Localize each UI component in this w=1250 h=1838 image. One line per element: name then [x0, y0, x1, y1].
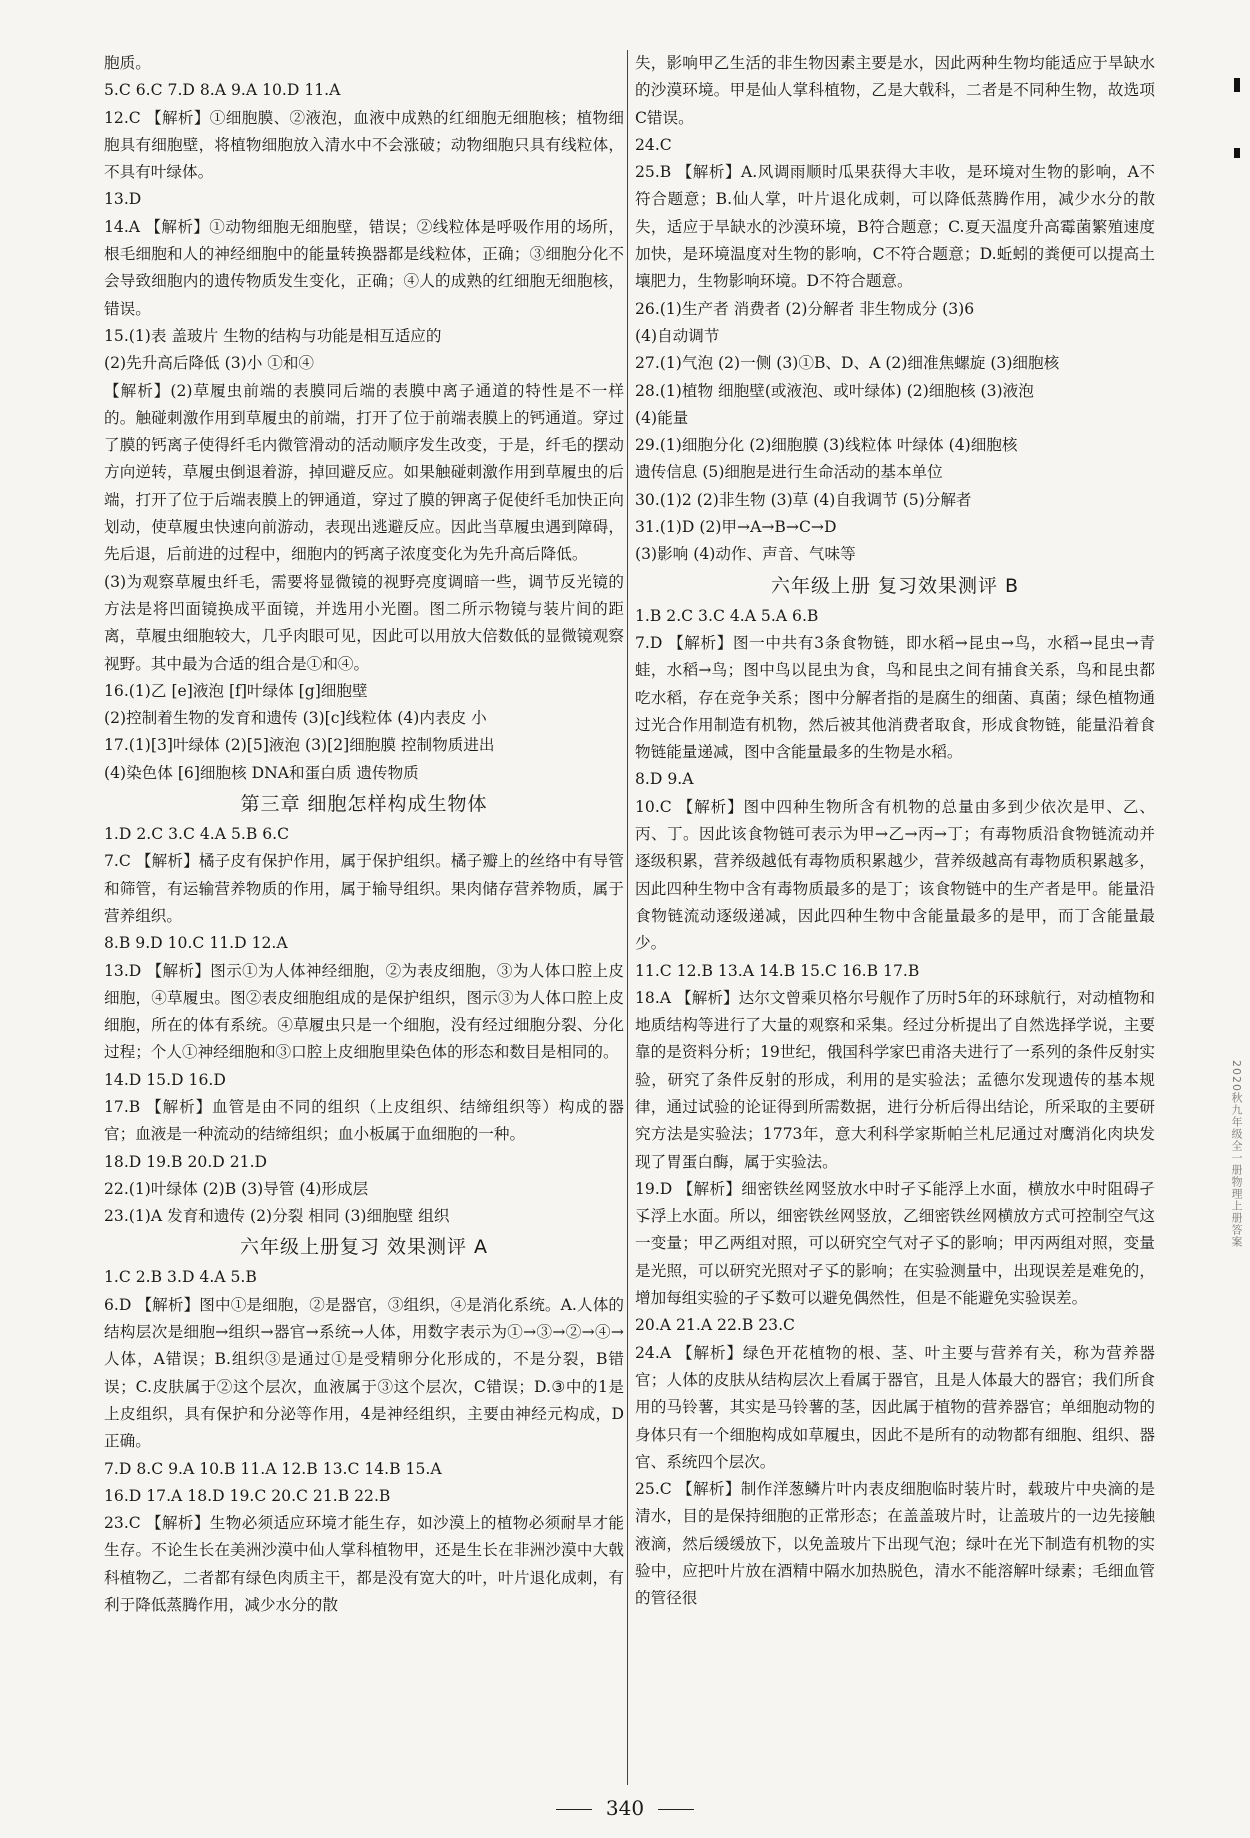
answer-entry: 29.(1)细胞分化 (2)细胞膜 (3)线粒体 叶绿体 (4)细胞核 — [635, 436, 1018, 455]
answer-entry: 14.A 【解析】①动物细胞无细胞壁，错误；②线粒体是呼吸作用的场所，根毛细胞和人的神经细胞中的能量转换器都是线粒体，正确；③细胞分化不会导致细胞内的遗传物质发生变化，正确；④人的成熟的红细胞无细胞核，错误。 — [104, 217, 624, 318]
answer-entry: (4)能量 — [635, 408, 689, 427]
answer-entry: 18.A 【解析】达尔文曾乘贝格尔号舰作了历时5年的环球航行，对动植物和地质结构等进行了大量的观察和采集。经过分析提出了自然选择学说，主要靠的是资料分析；19世纪，俄国科学家巴甫洛夫进行了一系列的条件反射实验，研究了条件反射的形成，利用的是实验法；孟德尔发现遗传的基本规律，通过试验的论证得到所需数据，进行分析后得出结论，所采取的主要研究方法是实验法；1773年，意大利科学家斯帕兰札尼通过对鹰消化肉块发现了胃蛋白酶，属于实验法。 — [635, 988, 1155, 1171]
answer-entry: 28.(1)植物 细胞壁(或液泡、或叶绿体) (2)细胞核 (3)液泡 — [635, 381, 1034, 400]
answer-entry: 13.D 【解析】图示①为人体神经细胞，②为表皮细胞，③为人体口腔上皮细胞，④草履虫。图②表皮细胞组成的是保护组织，图示③为人体口腔上皮细胞，所在的体有系统。④草履虫只是一个细胞，没有经过细胞分裂、分化过程；个人①神经细胞和③口腔上皮细胞里染色体的形态和数目是相同的。 — [104, 961, 624, 1062]
answer-entry: 7.D 【解析】图一中共有3条食物链，即水稻→昆虫→鸟，水稻→昆虫→青蛙，水稻→鸟；图中鸟以昆虫为食，鸟和昆虫之间有捕食关系，鸟和昆虫都吃水稻，存在竞争关系；图中分解者指的是腐生的细菌、真菌；绿色植物通过光合作用制造有机物，然后被其他消费者取食，形成食物链，能量沿着食物链能量递减，图中含能量最多的生物是水稻。 — [635, 633, 1155, 762]
answer-entry: 25.B 【解析】A.风调雨顺时瓜果获得大丰收，是环境对生物的影响，A不符合题意；B.仙人掌，叶片退化成刺，可以降低蒸腾作用，减少水分的散失，适应于旱缺水的沙漠环境，B符合题意；C.夏天温度升高霉菌繁殖速度加快，是环境温度对生物的影响，C不符合题意；D.蚯蚓的粪便可以提高土壤肥力，生物影响环境。D不符合题意。 — [635, 163, 1155, 291]
footer-dash-left — [556, 1809, 592, 1810]
edge-mark-mid — [1234, 148, 1240, 158]
section-heading: 六年级上册 复习效果测评 B — [770, 574, 1020, 597]
answer-entry: 25.C 【解析】制作洋葱鳞片叶内表皮细胞临时装片时，载玻片中央滴的是清水，目的是保持细胞的正常形态；在盖盖玻片时，让盖玻片的一边先接触液滴，然后缓缓放下，以免盖玻片下出现气泡；绿叶在光下制造有机物的实验中，应把叶片放在酒精中隔水加热脱色，清水不能溶解叶绿素；毛细血管的管径很 — [635, 1480, 1155, 1608]
page-footer — [0, 1796, 1250, 1820]
answer-entry: 8.D 9.A — [635, 770, 694, 789]
page-number: 340 — [605, 1796, 645, 1820]
answer-entry: 1.C 2.B 3.D 4.A 5.B — [104, 1268, 257, 1287]
answer-entry: (3)为观察草履虫纤毛，需要将显微镜的视野亮度调暗一些，调节反光镜的方法是将凹面镜换成平面镜，并选用小光圈。图二所示物镜与装片间的距离，草履虫细胞较大，几乎肉眼可见，因此可以用放大倍数低的显微镜观察视野。其中最为合适的组合是①和④。 — [104, 572, 624, 673]
answer-entry: 23.C 【解析】生物必须适应环境才能生存，如沙漠上的植物必须耐旱才能生存。不论生长在美洲沙漠中仙人掌科植物甲，还是生长在非洲沙漠中大戟科植物乙，二者都有绿色肉质主干，都是没有宽大的叶，叶片退化成刺，有利于降低蒸腾作用，减少水分的散 — [104, 1514, 624, 1615]
answer-entry: (2)先升高后降低 (3)小 ①和④ — [104, 354, 315, 373]
answer-entry: 31.(1)D (2)甲→A→B→C→D — [635, 518, 837, 537]
answer-entry: 1.D 2.C 3.C 4.A 5.B 6.C — [104, 825, 290, 844]
answer-entry: 胞质。 — [104, 54, 151, 72]
answer-entry: 23.(1)A 发育和遗传 (2)分裂 相同 (3)细胞壁 组织 — [104, 1207, 450, 1226]
answer-entry: 16.(1)乙 [e]液泡 [f]叶绿体 [g]细胞壁 — [104, 681, 368, 700]
footer-dash-right — [658, 1809, 694, 1810]
answer-entry: 24.A 【解析】绿色开花植物的根、茎、叶主要与营养有关，称为营养器官；人体的皮肤从结构层次上看属于器官，且是人体最大的器官；我们所食用的马铃薯，其实是马铃薯的茎，因此属于植物的营养器官；单细胞动物的身体只有一个细胞构成如草履虫，因此不是所有的动物都有细胞、组织、器官、系统四个层次。 — [635, 1343, 1155, 1471]
answer-entry: 17.(1)[3]叶绿体 (2)[5]液泡 (3)[2]细胞膜 控制物质进出 — [104, 736, 495, 755]
answer-entry: 【解析】(2)草履虫前端的表膜同后端的表膜中离子通道的特性是不一样的。触碰刺激作用到草履虫的前端，打开了位于前端表膜上的钙通道。穿过了膜的钙离子使得纤毛内微管滑动的活动顺序发生改变，于是，纤毛的摆动方向逆转，草履虫倒退着游，掉回避反应。如果触碰刺激作用到草履虫的后端，打开了位于后端表膜上的钾通道，穿过了膜的钾离子促使纤毛加快正向划动，使草履虫快速向前游动，表现出逃避反应。因此当草履虫遇到障碍，先后退，后前进的过程中，细胞内的钙离子浓度变化为先升高后降低。 — [104, 381, 624, 564]
answer-entry: 6.D 【解析】图中①是细胞，②是器官，③组织，④是消化系统。A.人体的结构层次是细胞→组织→器官→系统→人体，用数字表示为①→③→②→④→人体，A错误；B.组织③是通过①是受精卵分化形成的，不是分裂，B错误；C.皮肤属于②这个层次，血液属于③这个层次，C错误；D.③中的1是上皮组织，具有保护和分泌等作用，4是神经组织，主要由神经元构成，D正确。 — [104, 1295, 624, 1451]
answer-entry: (4)自动调节 — [635, 326, 720, 345]
section-heading: 六年级上册复习 效果测评 A — [239, 1236, 489, 1259]
answer-entry: (4)染色体 [6]细胞核 DNA和蛋白质 遗传物质 — [104, 763, 419, 782]
side-note: 2020秋九年级全一册物理上册答案 — [1230, 1060, 1243, 1248]
column-divider — [627, 50, 628, 1785]
answer-entry: 14.D 15.D 16.D — [104, 1070, 226, 1089]
answer-entry: 20.A 21.A 22.B 23.C — [635, 1316, 795, 1335]
answer-entry: 7.C 【解析】橘子皮有保护作用，属于保护组织。橘子瓣上的丝络中有导管和筛管，有运输营养物质的作用，属于输导组织。果肉储存营养物质，属于营养组织。 — [104, 852, 624, 925]
answer-entry: 12.C 【解析】①细胞膜、②液泡，血液中成熟的红细胞无细胞核；植物细胞具有细胞壁，将植物细胞放入清水中不会涨破；动物细胞只具有线粒体，不具有叶绿体。 — [104, 108, 624, 182]
answer-entry: 失，影响甲乙生活的非生物因素主要是水，因此两种生物均能适应于旱缺水的沙漠环境。甲是仙人掌科植物，乙是大戟科，二者是不同种生物，故选项C错误。 — [635, 54, 1155, 127]
answer-entry: 16.D 17.A 18.D 19.C 20.C 21.B 22.B — [104, 1486, 391, 1505]
answer-entry: 5.C 6.C 7.D 8.A 9.A 10.D 11.A — [104, 81, 341, 100]
edge-mark-top — [1234, 78, 1240, 92]
answer-entry: 17.B 【解析】血管是由不同的组织（上皮组织、结缔组织等）构成的器官；血液是一种流动的结缔组织；血小板属于血细胞的一种。 — [104, 1097, 624, 1144]
section-heading: 第三章 细胞怎样构成生物体 — [240, 793, 488, 816]
answer-entry: 11.C 12.B 13.A 14.B 15.C 16.B 17.B — [635, 961, 920, 980]
answer-entry: 22.(1)叶绿体 (2)B (3)导管 (4)形成层 — [104, 1179, 369, 1198]
answer-entry: (3)影响 (4)动作、声音、气味等 — [635, 545, 856, 564]
answer-entry: 遗传信息 (5)细胞是进行生命活动的基本单位 — [635, 463, 943, 482]
answer-entry: 13.D — [104, 190, 142, 209]
left-column — [104, 50, 624, 1619]
answer-entry: 7.D 8.C 9.A 10.B 11.A 12.B 13.C 14.B 15.A — [104, 1459, 442, 1478]
answer-entry: 19.D 【解析】细密铁丝网竖放水中时孑孓能浮上水面，横放水中时阻碍孑孓浮上水面。所以，细密铁丝网竖放，乙细密铁丝网横放方式可控制空气这一变量；甲乙两组对照，可以研究空气对孑孓的影响；甲丙两组对照，变量是光照，可以研究光照对孑孓的影响；在实验测量中，出现误差是难免的，增加每组实验的孑孓数可以避免偶然性，但是不能避免实验误差。 — [635, 1179, 1155, 1308]
answer-entry: 30.(1)2 (2)非生物 (3)草 (4)自我调节 (5)分解者 — [635, 490, 972, 509]
answer-entry: 8.B 9.D 10.C 11.D 12.A — [104, 934, 288, 953]
answer-entry: 27.(1)气泡 (2)一侧 (3)①B、D、A (2)细准焦螺旋 (3)细胞核 — [635, 354, 1060, 373]
right-column — [635, 50, 1155, 1613]
answer-entry: 24.C — [635, 135, 672, 154]
answer-entry: 1.B 2.C 3.C 4.A 5.A 6.B — [635, 606, 819, 625]
answer-entry: 18.D 19.B 20.D 21.D — [104, 1152, 268, 1171]
answer-entry: 26.(1)生产者 消费者 (2)分解者 非生物成分 (3)6 — [635, 299, 975, 318]
answer-entry: 10.C 【解析】图中四种生物所含有机物的总量由多到少依次是甲、乙、丙、丁。因此该食物链可表示为甲→乙→丙→丁；有毒物质沿食物链流动并逐级积累，营养级越低有毒物质积累越少，营养级越高有毒物质积累越多，因此四种生物中含有毒物质最多的是丁；该食物链中的生产者是甲。能量沿食物链流动逐级递减，因此四种生物中含能量最多的是甲，而丁含能量最少。 — [635, 797, 1155, 953]
answer-entry: 15.(1)表 盖玻片 生物的结构与功能是相互适应的 — [104, 326, 442, 345]
answer-entry: (2)控制着生物的发育和遗传 (3)[c]线粒体 (4)内表皮 小 — [104, 709, 487, 728]
